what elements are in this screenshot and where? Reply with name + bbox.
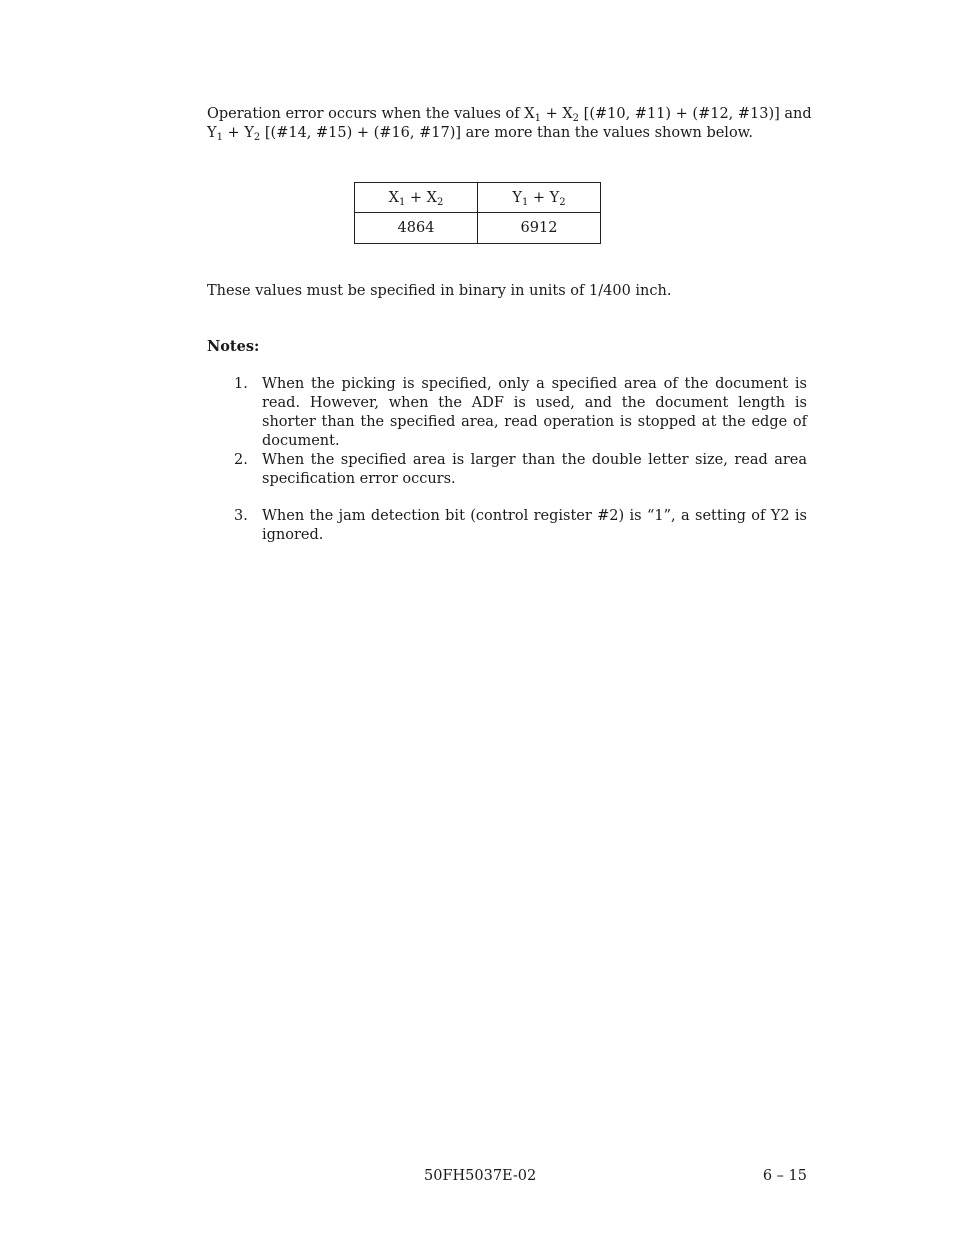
- header-y-sum: [478, 183, 601, 213]
- header-text: + X: [405, 189, 438, 206]
- header-x-sum: [355, 183, 478, 213]
- limits-table: [354, 182, 601, 244]
- units-paragraph: These values must be specified in binary in units of 1/400 inch.: [207, 283, 672, 299]
- note-text: When the jam detection bit (control register #2) is “1”, a setting of Y2 is ignored.: [262, 508, 807, 543]
- subscript: 2: [253, 132, 261, 143]
- intro-line-1: [207, 105, 812, 124]
- subscript: 1: [521, 196, 529, 208]
- intro-text: + Y: [222, 125, 254, 141]
- subscript: 2: [572, 113, 580, 124]
- note-item: [234, 451, 807, 489]
- note-number: 1.: [234, 376, 248, 392]
- page-number: 6 – 15: [762, 1168, 807, 1184]
- intro-text: [(#14, #15) + (#16, #17)] are more than the values shown below.: [260, 125, 753, 141]
- subscript: 1: [398, 196, 406, 208]
- table-row: [355, 213, 601, 244]
- subscript: 1: [216, 132, 223, 143]
- intro-paragraph: [207, 105, 812, 143]
- note-item: [234, 507, 807, 545]
- document-id: 50FH5037E-02: [424, 1168, 537, 1184]
- note-text: When the picking is specified, only a specified area of the document is read. However, when the ADF is used, and the document length is shorter than the specified area, read operation is stopped at the edge of document.: [262, 376, 807, 449]
- intro-text: Y: [207, 125, 217, 141]
- subscript: 2: [559, 196, 566, 208]
- intro-line-2: [207, 124, 807, 143]
- note-text: When the specified area is larger than the double letter size, read area specification error occurs.: [262, 452, 807, 487]
- table-header-row: [355, 183, 601, 213]
- intro-text: Operation error occurs when the values of X: [207, 106, 535, 122]
- intro-text: [(#10, #11) + (#12, #13)] and: [579, 106, 812, 122]
- note-number: 3.: [234, 508, 248, 524]
- value-y-sum: 6912: [478, 213, 601, 244]
- value-x-sum: 4864: [355, 213, 478, 244]
- note-number: 2.: [234, 452, 248, 468]
- intro-text: + X: [540, 106, 573, 122]
- header-text: X: [388, 189, 399, 206]
- subscript: 1: [534, 113, 541, 124]
- note-item: [234, 375, 807, 451]
- notes-heading: Notes:: [207, 338, 260, 355]
- subscript: 2: [437, 196, 444, 208]
- header-text: + Y: [528, 189, 560, 206]
- header-text: Y: [512, 189, 522, 206]
